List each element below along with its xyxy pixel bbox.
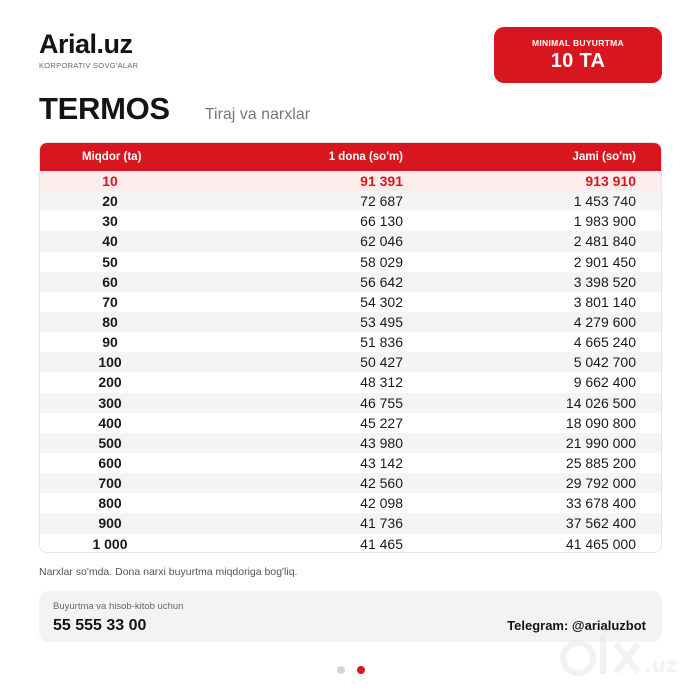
quantity-cell: 800	[98, 495, 122, 512]
unit-price-cell: 62 046	[360, 233, 403, 250]
quantity-cell: 30	[102, 213, 118, 230]
unit-price-cell: 43 142	[360, 455, 403, 472]
minimum-order-value: 10 TA	[550, 49, 606, 72]
total-cell: 4 665 240	[573, 334, 636, 351]
quantity-cell: 80	[102, 314, 118, 331]
table-row	[40, 393, 661, 413]
total-cell: 3 801 140	[573, 293, 636, 310]
table-row	[40, 191, 661, 211]
unit-price-cell: 58 029	[360, 253, 403, 270]
total-cell: 18 090 800	[565, 414, 636, 431]
table-header	[40, 143, 661, 171]
total-cell: 2 901 450	[573, 253, 636, 270]
unit-price-cell: 53 495	[360, 314, 403, 331]
total-cell: 14 026 500	[565, 394, 636, 411]
table-row	[40, 292, 661, 312]
unit-price-cell: 41 465	[360, 535, 403, 552]
quantity-cell: 60	[102, 273, 118, 290]
total-cell: 33 678 400	[565, 495, 636, 512]
unit-price-cell: 56 642	[360, 273, 403, 290]
table-row	[40, 312, 661, 332]
total-cell: 3 398 520	[573, 273, 636, 290]
quantity-cell: 500	[98, 434, 122, 451]
quantity-cell: 100	[98, 354, 122, 371]
table-row	[40, 534, 661, 553]
unit-price-cell: 54 302	[360, 293, 403, 310]
total-cell: 25 885 200	[565, 455, 636, 472]
pager-dot-2[interactable]	[357, 666, 365, 674]
table-row	[40, 352, 661, 372]
table-row	[40, 332, 661, 352]
price-table	[39, 142, 662, 553]
total-cell: 9 662 400	[573, 374, 636, 391]
unit-price-cell: 43 980	[360, 434, 403, 451]
page-subtitle: Tiraj va narxlar	[204, 106, 311, 123]
column-header-total: Jami (so'm)	[572, 151, 636, 163]
unit-price-cell: 42 098	[360, 495, 403, 512]
brand-name: Arial.uz	[39, 29, 133, 59]
table-body	[40, 171, 661, 553]
total-cell: 4 279 600	[573, 314, 636, 331]
unit-price-cell: 48 312	[360, 374, 403, 391]
table-row	[40, 473, 661, 493]
total-cell: 5 042 700	[573, 354, 636, 371]
quantity-cell: 300	[98, 394, 122, 411]
table-row	[40, 272, 661, 292]
quantity-cell: 600	[98, 455, 122, 472]
quantity-cell: 1 000	[92, 535, 128, 552]
table-row	[40, 453, 661, 473]
unit-price-cell: 91 391	[360, 173, 403, 190]
table-row	[40, 413, 661, 433]
svg-text:.uz: .uz	[644, 653, 678, 677]
brand-tagline: KORPORATIV SOVG'ALAR	[39, 61, 139, 70]
column-header-quantity: Miqdor (ta)	[82, 151, 142, 163]
quantity-cell: 70	[102, 293, 118, 310]
carousel-pager	[337, 666, 365, 674]
total-cell: 37 562 400	[565, 515, 636, 532]
quantity-cell: 20	[102, 193, 118, 210]
page-title: TERMOS	[39, 91, 170, 126]
minimum-order-label: MINIMAL BUYURTMA	[532, 37, 624, 48]
quantity-cell: 40	[102, 233, 118, 250]
unit-price-cell: 46 755	[360, 394, 403, 411]
total-cell: 1 983 900	[573, 213, 636, 230]
quantity-cell: 400	[98, 414, 122, 431]
contact-label: Buyurtma va hisob-kitob uchun	[53, 601, 184, 612]
quantity-cell: 200	[98, 374, 122, 391]
table-row	[40, 433, 661, 453]
table-row	[40, 231, 661, 251]
unit-price-cell: 50 427	[360, 354, 403, 371]
total-cell: 41 465 000	[565, 535, 636, 552]
quantity-cell: 10	[102, 173, 118, 190]
total-cell: 1 453 740	[573, 193, 636, 210]
total-cell: 913 910	[585, 173, 636, 190]
unit-price-cell: 41 736	[360, 515, 403, 532]
price-note: Narxlar so'mda. Dona narxi buyurtma miqdoriga bog'liq.	[39, 566, 298, 578]
olx-watermark-logo	[556, 618, 686, 688]
column-header-unit-price: 1 dona (so'm)	[328, 151, 403, 163]
brand	[39, 28, 138, 70]
table-row	[40, 372, 661, 392]
quantity-cell: 90	[102, 334, 118, 351]
quantity-cell: 700	[98, 475, 122, 492]
contact-phone[interactable]: 55 555 33 00	[53, 617, 147, 634]
table-row	[40, 252, 661, 272]
unit-price-cell: 51 836	[360, 334, 403, 351]
minimum-order-badge	[494, 27, 662, 83]
table-row	[40, 211, 661, 231]
pager-dot-1[interactable]	[337, 666, 345, 674]
quantity-cell: 900	[98, 515, 122, 532]
unit-price-cell: 45 227	[360, 414, 403, 431]
unit-price-cell: 72 687	[360, 193, 403, 210]
unit-price-cell: 66 130	[360, 213, 403, 230]
table-row	[40, 493, 661, 513]
contact-telegram[interactable]: Telegram: @arialuzbot	[507, 618, 646, 633]
quantity-cell: 50	[102, 253, 118, 270]
table-row	[40, 513, 661, 533]
total-cell: 21 990 000	[565, 434, 636, 451]
title-row	[39, 91, 310, 127]
total-cell: 29 792 000	[565, 475, 636, 492]
unit-price-cell: 42 560	[360, 475, 403, 492]
total-cell: 2 481 840	[573, 233, 636, 250]
table-row-minimum	[40, 171, 661, 191]
